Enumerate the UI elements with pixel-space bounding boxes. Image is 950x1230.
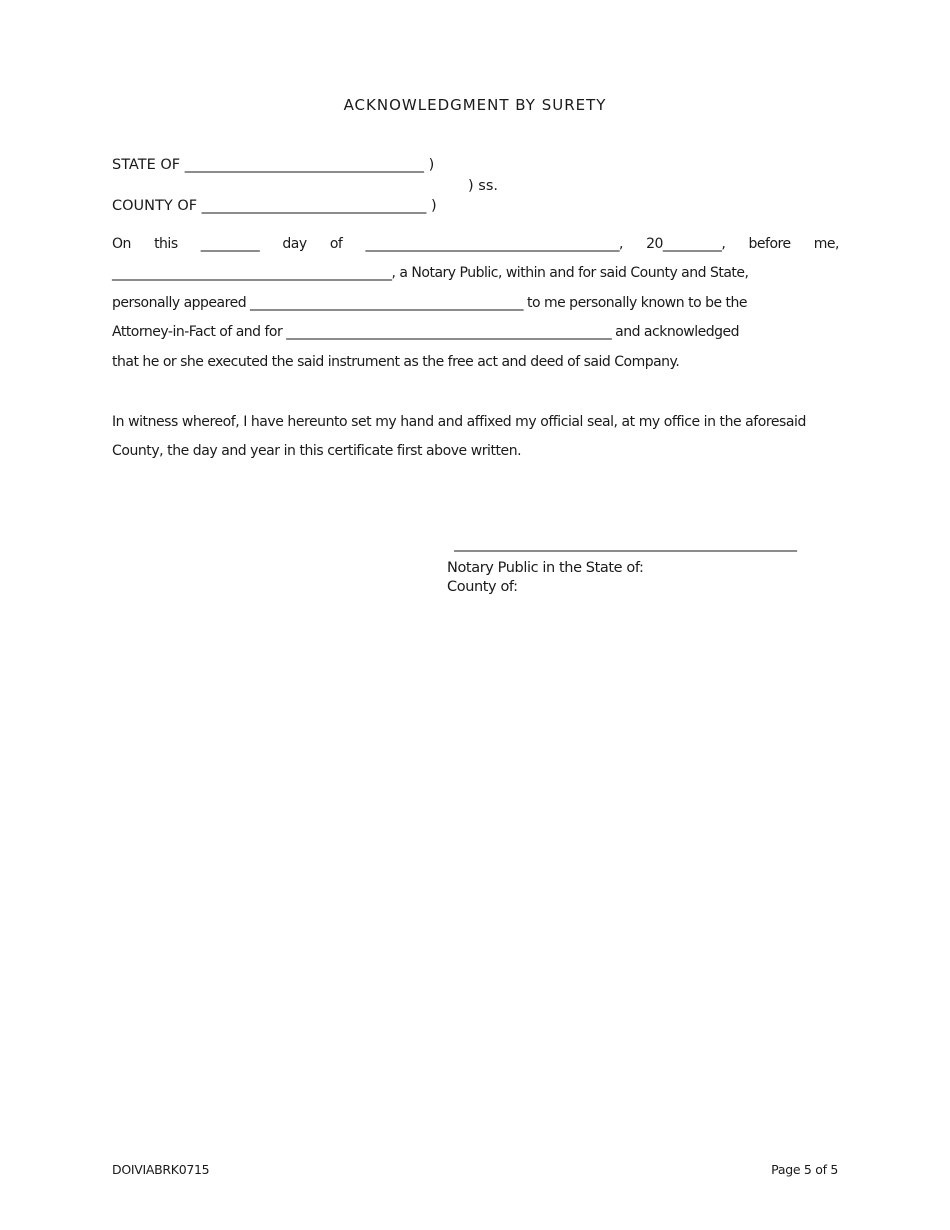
notary-county-label: County of:	[447, 579, 518, 595]
acknowledgment-line-1	[112, 236, 839, 252]
ack-word: of	[329, 236, 343, 252]
ack-word: before	[748, 236, 791, 252]
document-title: ACKNOWLEDGMENT BY SURETY	[343, 96, 607, 114]
ss-marker: ) ss.	[468, 178, 498, 194]
ack-word: this	[154, 236, 178, 252]
form-code: DOIVIABRK0715	[112, 1162, 210, 1177]
acknowledgment-line-2: ___________________________________________, a Notary Public, within and for said County and State,	[112, 265, 749, 281]
acknowledgment-line-5: that he or she executed the said instrument as the free act and deed of said Company.	[112, 354, 680, 370]
state-of-line: STATE OF _________________________________ )	[112, 157, 435, 173]
signature-line: _________________________________________________	[454, 536, 797, 552]
page-number: Page 5 of 5	[771, 1162, 838, 1177]
ack-word: me,	[813, 236, 839, 252]
acknowledgment-line-3: personally appeared __________________________________________ to me personally known to be the	[112, 295, 748, 311]
day-blank: _________	[200, 236, 260, 252]
notary-state-label: Notary Public in the State of:	[447, 560, 644, 576]
ack-word: day	[282, 236, 307, 252]
ack-word: On	[112, 236, 131, 252]
year-blank: 20_________,	[646, 236, 726, 252]
witness-paragraph: In witness whereof, I have hereunto set my hand and affixed my official seal, at my office in the aforesaid County, the day and year in this certificate first above written.	[112, 414, 806, 459]
acknowledgment-line-4: Attorney-in-Fact of and for __________________________________________________ and acknowledged	[112, 324, 739, 340]
county-of-line: COUNTY OF _______________________________ )	[112, 198, 437, 214]
month-blank: _______________________________________,	[365, 236, 623, 252]
